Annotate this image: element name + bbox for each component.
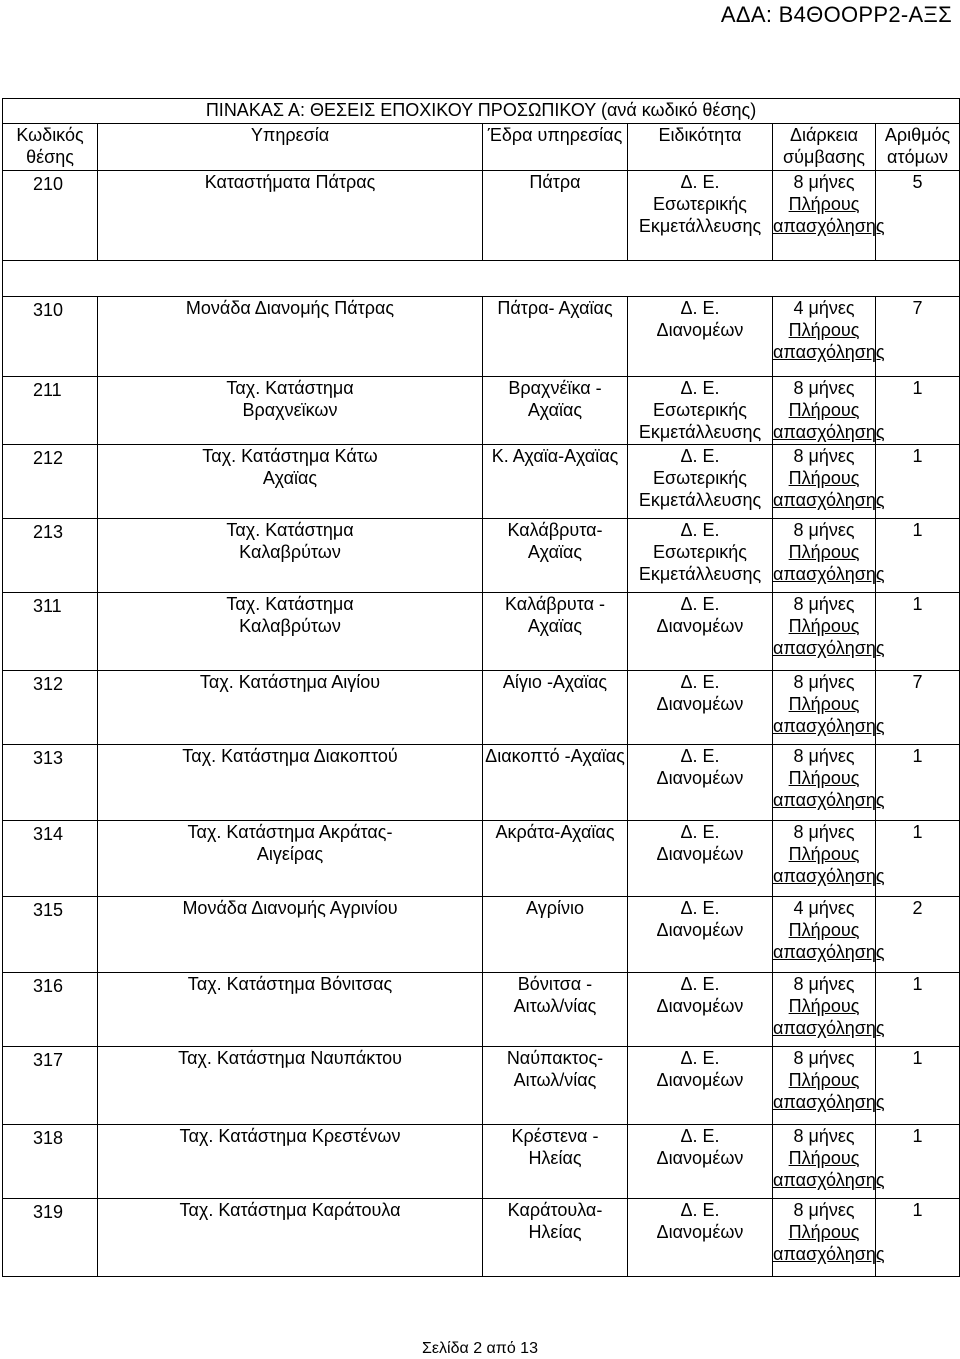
row-specialty: Δ. Ε. Διανομέων [628,671,773,745]
table-row [3,973,960,1047]
row-service: Ταχ. Κατάστημα Ναυπάκτου [98,1047,483,1125]
row-seat: Βραχνέϊκα - Αχαϊας [483,377,628,445]
row-code: 212 [3,445,98,519]
row-count: 7 [876,297,960,377]
row-specialty: Δ. Ε. Διανομέων [628,1199,773,1277]
row-seat: Κρέστενα - Ηλείας [483,1125,628,1199]
row-code: 317 [3,1047,98,1125]
col-header-service: Υπηρεσία [98,124,483,171]
row-duration: 8 μήνες Πλήρους απασχόλησης [773,1047,876,1125]
table-row [3,297,960,377]
row-specialty: Δ. Ε. Διανομέων [628,821,773,897]
row-seat: Αγρίνιο [483,897,628,973]
row-code: 213 [3,519,98,593]
row-service: Ταχ. Κατάστημα Ακράτας- Αιγείρας [98,821,483,897]
row-seat: Καλάβρυτα- Αχαϊας [483,519,628,593]
row-specialty: Δ. Ε. Διανομέων [628,897,773,973]
positions-table [2,98,960,1277]
table-row [3,897,960,973]
row-service: Μονάδα Διανομής Πάτρας [98,297,483,377]
row-duration: 4 μήνες Πλήρους απασχόλησης [773,297,876,377]
table-row [3,377,960,445]
row-duration: 8 μήνες Πλήρους απασχόλησης [773,377,876,445]
row-specialty: Δ. Ε. Διανομέων [628,973,773,1047]
row-specialty: Δ. Ε. Διανομέων [628,297,773,377]
row-code: 311 [3,593,98,671]
row-service: Ταχ. Κατάστημα Βόνιτσας [98,973,483,1047]
row-specialty: Δ. Ε. Εσωτερικής Εκμετάλλευσης [628,445,773,519]
table-row [3,821,960,897]
row-count: 1 [876,1047,960,1125]
row-duration: 8 μήνες Πλήρους απασχόλησης [773,171,876,261]
row-code: 310 [3,297,98,377]
row-code: 319 [3,1199,98,1277]
table-row [3,171,960,261]
row-seat: Πάτρα [483,171,628,261]
row-seat: Πάτρα- Αχαϊας [483,297,628,377]
row-specialty: Δ. Ε. Εσωτερικής Εκμετάλλευσης [628,519,773,593]
table-row [3,671,960,745]
row-specialty: Δ. Ε. Εσωτερικής Εκμετάλλευσης [628,171,773,261]
col-header-code: Κωδικός θέσης [3,124,98,171]
row-count: 1 [876,1199,960,1277]
row-code: 312 [3,671,98,745]
row-specialty: Δ. Ε. Διανομέων [628,1125,773,1199]
row-spacer [3,261,960,297]
table-row [3,745,960,821]
row-count: 2 [876,897,960,973]
row-service: Ταχ. Κατάστημα Κάτω Αχαϊας [98,445,483,519]
row-duration: 8 μήνες Πλήρους απασχόλησης [773,519,876,593]
row-duration: 8 μήνες Πλήρους απασχόλησης [773,445,876,519]
row-service: Καταστήματα Πάτρας [98,171,483,261]
row-seat: Καράτουλα- Ηλείας [483,1199,628,1277]
row-duration: 8 μήνες Πλήρους απασχόλησης [773,671,876,745]
row-count: 7 [876,671,960,745]
row-seat: Ναύπακτος- Αιτωλ/νίας [483,1047,628,1125]
row-duration: 4 μήνες Πλήρους απασχόλησης [773,897,876,973]
row-service: Ταχ. Κατάστημα Διακοπτού [98,745,483,821]
table-row [3,593,960,671]
row-code: 314 [3,821,98,897]
row-specialty: Δ. Ε. Διανομέων [628,745,773,821]
table-row [3,1199,960,1277]
row-service: Ταχ. Κατάστημα Καράτουλα [98,1199,483,1277]
row-duration: 8 μήνες Πλήρους απασχόλησης [773,1125,876,1199]
row-specialty: Δ. Ε. Διανομέων [628,1047,773,1125]
row-duration: 8 μήνες Πλήρους απασχόλησης [773,973,876,1047]
row-service: Ταχ. Κατάστημα Καλαβρύτων [98,593,483,671]
row-service: Ταχ. Κατάστημα Κρεστένων [98,1125,483,1199]
row-duration: 8 μήνες Πλήρους απασχόλησης [773,1199,876,1277]
row-service: Μονάδα Διανομής Αγρινίου [98,897,483,973]
row-count: 1 [876,519,960,593]
row-seat: Αίγιο -Αχαϊας [483,671,628,745]
row-code: 210 [3,171,98,261]
row-count: 1 [876,445,960,519]
row-code: 316 [3,973,98,1047]
row-duration: 8 μήνες Πλήρους απασχόλησης [773,821,876,897]
row-code: 318 [3,1125,98,1199]
row-duration: 8 μήνες Πλήρους απασχόλησης [773,745,876,821]
row-code: 315 [3,897,98,973]
row-count: 1 [876,973,960,1047]
row-specialty: Δ. Ε. Εσωτερικής Εκμετάλλευσης [628,377,773,445]
row-specialty: Δ. Ε. Διανομέων [628,593,773,671]
col-header-count: Αριθμός ατόμων [876,124,960,171]
table-row [3,519,960,593]
table-caption: ΠΙΝΑΚΑΣ Α: ΘΕΣΕΙΣ ΕΠΟΧΙΚΟΥ ΠΡΟΣΩΠΙΚΟΥ (ανά κωδικό θέσης) [3,99,960,124]
row-count: 5 [876,171,960,261]
row-count: 1 [876,377,960,445]
row-count: 1 [876,745,960,821]
col-header-specialty: Ειδικότητα [628,124,773,171]
table-body [3,171,960,1277]
row-code: 211 [3,377,98,445]
col-header-seat: Έδρα υπηρεσίας [483,124,628,171]
table-row [3,1125,960,1199]
row-service: Ταχ. Κατάστημα Βραχνεϊκων [98,377,483,445]
row-count: 1 [876,821,960,897]
table-row [3,1047,960,1125]
row-seat: Διακοπτό -Αχαϊας [483,745,628,821]
row-count: 1 [876,593,960,671]
ada-code: ΑΔΑ: Β4ΘΟΟΡΡ2-ΑΞΣ [720,2,952,27]
row-seat: Ακράτα-Αχαϊας [483,821,628,897]
row-seat: Κ. Αχαϊα-Αχαϊας [483,445,628,519]
table-row [3,445,960,519]
row-service: Ταχ. Κατάστημα Αιγίου [98,671,483,745]
row-service: Ταχ. Κατάστημα Καλαβρύτων [98,519,483,593]
row-seat: Βόνιτσα - Αιτωλ/νίας [483,973,628,1047]
row-seat: Καλάβρυτα - Αχαϊας [483,593,628,671]
col-header-duration: Διάρκεια σύμβασης [773,124,876,171]
row-code: 313 [3,745,98,821]
page-number: Σελίδα 2 από 13 [422,1340,538,1357]
row-duration: 8 μήνες Πλήρους απασχόλησης [773,593,876,671]
row-count: 1 [876,1125,960,1199]
